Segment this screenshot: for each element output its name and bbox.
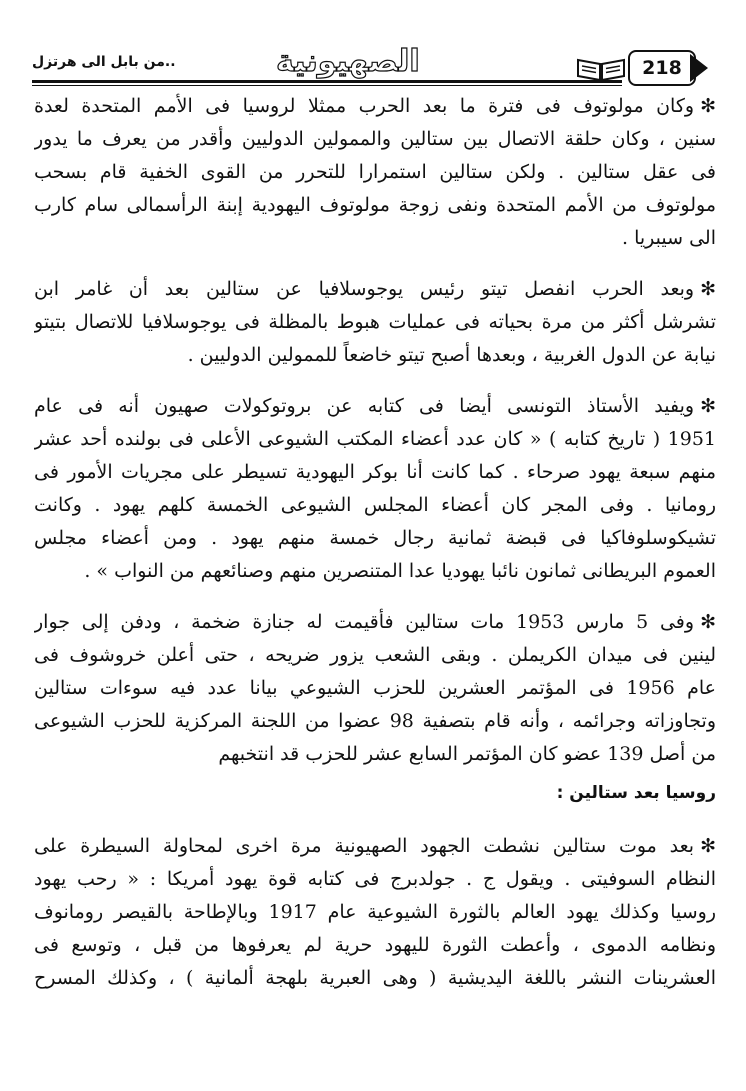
text-line: ✻بعد موت ستالين نشطت الجهود الصهيونية مرة اخرى لمحاولة السيطرة على	[34, 835, 716, 857]
text-line: روسيا وكذلك يهود العالم بالثورة الشيوعية عام 1917 وبالإطاحة بالقيصر رومانوف	[34, 901, 716, 923]
text-line: فى عقل ستالين . ولكن ستالين استمرارا للتحرر من القوى الخفية قام بسحب	[34, 161, 716, 183]
page-number: 218	[628, 50, 696, 86]
text-line: العشرينات النشر باللغة اليديشية ( وهى العبرية بلهجة ألمانية ) ، وكذلك المسرح	[34, 967, 716, 989]
text-line: تشيكوسلوفاكيا فى قبضة ثمانية رجال خمسة منهم يهود . ومن أعضاء مجلس	[34, 527, 716, 549]
page-body	[34, 90, 716, 995]
paragraph	[34, 606, 716, 771]
bullet-icon: ✻	[700, 835, 716, 857]
book-icon	[576, 54, 626, 82]
text-line: ✻وكان مولوتوف فى فترة ما بعد الحرب ممثلا لروسيا فى الأمم المتحدة لعدة	[34, 95, 716, 117]
text-line: الى سيبريا .	[622, 227, 716, 249]
text-line: النظام السوفيتى . ويقول ج . جولدبرج فى كتابه قوة يهود أمريكا : « رحب يهود	[34, 868, 716, 890]
text-line: ✻وفى 5 مارس 1953 مات ستالين فأقيمت له جنازة ضخمة ، ودفن إلى جوار	[34, 611, 716, 633]
text-line: وتجاوزاته وجرائمه ، وأنه قام بتصفية 98 عضوا من اللجنة المركزية للحزب الشيوعى	[34, 710, 716, 732]
text-line: العموم البريطانى ثمانون نائبا يهوديا عدا المتنصرين منهم وصنائعهم من النواب » .	[84, 560, 716, 582]
header-rule-thin	[32, 85, 622, 86]
text-line: لينين فى ميدان الكريملن . وبقى الشعب يزور ضريحه ، حتى أعلن خروشوف فى	[34, 644, 716, 666]
text-line: مولوتوف من الأمم المتحدة ونفى زوجة مولوتوف اليهودية إبنة الرأسمالى سام كارب	[34, 194, 716, 216]
paragraph	[34, 90, 716, 255]
text-line: 1951 ( تاريخ كتابه ) « كان عدد أعضاء المكتب الشيوعى الأعلى فى بولنده أحد عشر	[34, 428, 716, 450]
section-heading: روسيا بعد ستالين :	[556, 783, 716, 803]
text-line: ✻وبعد الحرب انفصل تيتو رئيس يوجوسلافيا عن ستالين بعد أن غامر ابن	[34, 278, 716, 300]
text-line: نيابة عن الدول الغربية ، وبعدها أصبح تيتو خاضعاً للممولين الدوليين .	[187, 344, 716, 366]
book-subtitle: ..من بابل الى هرتزل	[28, 54, 180, 70]
bullet-icon: ✻	[700, 278, 716, 300]
text-line: ونظامه الدموى ، وأعطت الثورة لليهود حرية لم يعرفوها من قبل ، وتوسع فى	[34, 934, 716, 956]
bullet-icon: ✻	[700, 395, 716, 417]
text-line: منهم سبعة يهود صرحاء . كما كانت أنا بوكر اليهودية تسيطر على مجريات الأمور فى	[34, 461, 716, 483]
page-header	[20, 44, 732, 90]
text-line: من أصل 139 عضو كان المؤتمر السابع عشر للحزب قد انتخبهم	[218, 743, 716, 765]
text-line: سنين ، وكان حلقة الاتصال بين ستالين والممولين الدوليين وأقدر من يعرف ما يدور	[34, 128, 716, 150]
header-rule	[32, 80, 622, 83]
text-line: تشرشل أكثر من مرة بحياته فى عمليات هبوط بالمظلة فى يوجوسلافيا للاتصال بتيتو	[34, 311, 716, 333]
bullet-icon: ✻	[700, 95, 716, 117]
paragraph	[34, 273, 716, 372]
text-line: عام 1956 فى المؤتمر العشرين للحزب الشيوعي بيانا عدد فيه سوءات ستالين	[34, 677, 716, 699]
page-number-arrow	[690, 54, 708, 82]
book-title: الصهيونية	[270, 44, 426, 79]
text-line: رومانيا . وفى المجر كان أعضاء المجلس الشيوعى الخمسة كلهم يهود . وكانت	[34, 494, 716, 516]
paragraph	[34, 830, 716, 995]
bullet-icon: ✻	[700, 611, 716, 633]
paragraph	[34, 390, 716, 588]
text-line: ✻ويفيد الأستاذ التونسى أيضا فى كتابه عن بروتوكولات صهيون أنه فى عام	[34, 395, 716, 417]
